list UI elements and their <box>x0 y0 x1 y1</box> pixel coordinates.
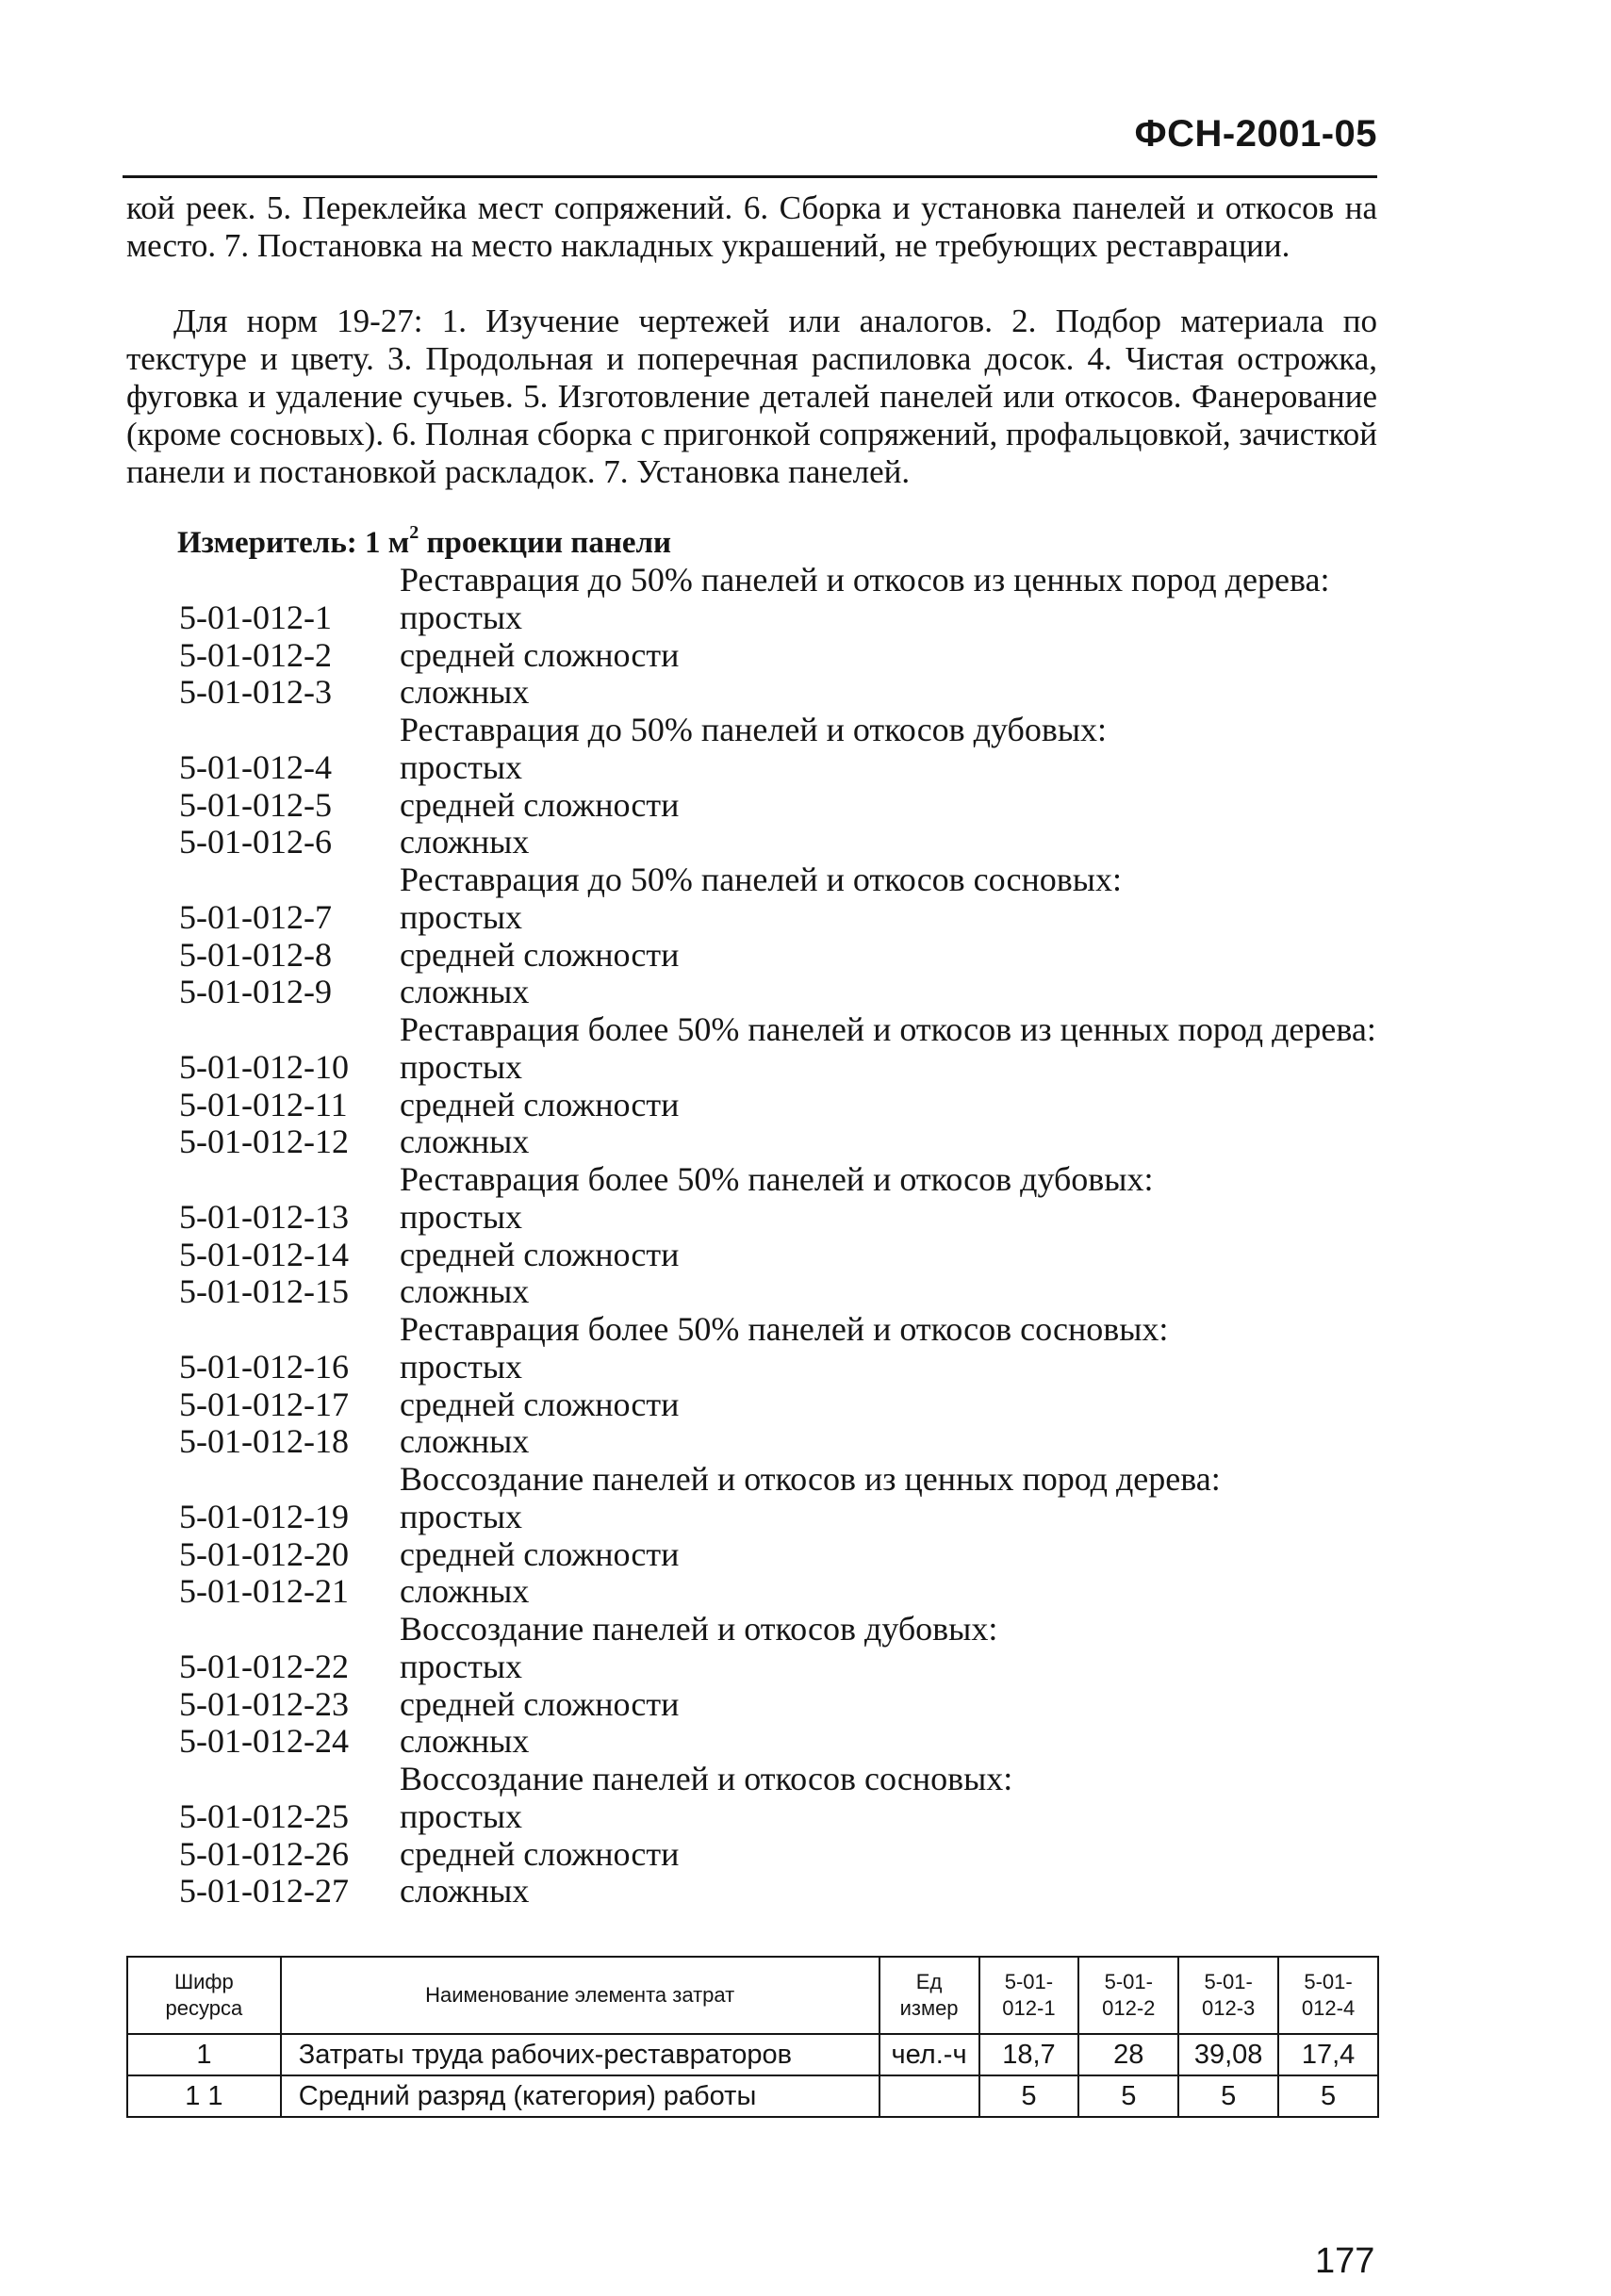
norm-text: сложных <box>400 1722 530 1761</box>
value-cell: 5 <box>1078 2075 1178 2117</box>
table-header-text: 012-1 <box>1002 1996 1056 2020</box>
norm-code: 5-01-012-6 <box>179 823 332 861</box>
norm-code: 5-01-012-27 <box>179 1872 349 1911</box>
value-cell: 5 <box>1278 2075 1378 2117</box>
norm-item <box>179 1199 1386 1237</box>
norm-code: 5-01-012-22 <box>179 1647 349 1685</box>
intro-paragraph-2: Для норм 19-27: 1. Изучение чертежей или аналогов. 2. Подбор материала по текстуре и цвету. 3. Продольная и поперечная распиловка досок. 4. Чистая острожка, фуговка и удаление сучьев. 5. Изготовление деталей панелей или откосов. Фанерование (кроме сосновых). 6. Полная сборка с пригонкой сопряжений, профальцовкой, зачисткой панели и постановкой раскладок. 7. Установка панелей. <box>126 303 1377 490</box>
table-header-cell <box>1278 1957 1378 2034</box>
document-code: ФСН-2001-05 <box>1134 113 1377 155</box>
norm-code: 5-01-012-14 <box>179 1235 349 1273</box>
norm-item <box>179 599 1386 637</box>
norm-group-title: Воссоздание панелей и откосов из ценных пород дерева: <box>400 1460 1221 1498</box>
value-cell: 5 <box>979 2075 1079 2117</box>
norm-group-title: Реставрация до 50% панелей и откосов из ценных пород дерева: <box>400 561 1330 599</box>
norm-code: 5-01-012-4 <box>179 747 332 786</box>
norm-item <box>179 1273 1386 1311</box>
norm-text: простых <box>400 897 523 936</box>
norm-text: простых <box>400 598 523 636</box>
norm-text: простых <box>400 1197 523 1236</box>
page-number: 177 <box>1315 2241 1375 2281</box>
value-cell: 17,4 <box>1278 2034 1378 2075</box>
norm-text: средней сложности <box>400 1085 680 1123</box>
norm-item <box>179 1723 1386 1761</box>
table-header-cell <box>1178 1957 1278 2034</box>
norm-item <box>179 1349 1386 1386</box>
norm-item <box>179 1686 1386 1724</box>
norm-code: 5-01-012-1 <box>179 598 332 636</box>
norm-item <box>179 1836 1386 1874</box>
norm-group-title: Реставрация более 50% панелей и откосов из ценных пород дерева: <box>400 1010 1376 1048</box>
norm-group-title: Реставрация более 50% панелей и откосов дубовых: <box>400 1160 1154 1198</box>
norm-text: простых <box>400 1647 523 1685</box>
norm-group-title: Реставрация более 50% панелей и откосов сосновых: <box>400 1310 1169 1348</box>
norms-list <box>179 562 1386 1911</box>
norm-text: простых <box>400 1047 523 1086</box>
table-header-text: Наименование элемента затрат <box>425 1983 735 2007</box>
norm-code: 5-01-012-5 <box>179 785 332 824</box>
norm-code: 5-01-012-23 <box>179 1684 349 1723</box>
norm-group-title: Реставрация до 50% панелей и откосов дубовых: <box>400 711 1108 748</box>
norm-item <box>179 1237 1386 1274</box>
norm-code: 5-01-012-7 <box>179 897 332 936</box>
norm-text: сложных <box>400 673 530 712</box>
norm-code: 5-01-012-21 <box>179 1572 349 1611</box>
norm-item <box>179 1123 1386 1161</box>
norm-item <box>179 937 1386 975</box>
norm-item <box>179 1423 1386 1461</box>
intro-paragraph-1: кой реек. 5. Переклейка мест сопряжений. 6. Сборка и установка панелей и откосов на место. 7. Постановка на место накладных украшений, не требующих реставрации. <box>126 189 1377 264</box>
norm-code: 5-01-012-20 <box>179 1534 349 1573</box>
norm-code: 5-01-012-10 <box>179 1047 349 1086</box>
norm-text: сложных <box>400 1123 530 1161</box>
measure-unit <box>177 522 672 561</box>
norm-code: 5-01-012-11 <box>179 1085 348 1123</box>
measure-label: Измеритель: 1 м <box>177 526 410 560</box>
resource-code-cell: 1 1 <box>127 2075 281 2117</box>
table-header-text: измер <box>899 1996 959 2020</box>
table-header-cell <box>879 1957 979 2034</box>
norm-text: средней сложности <box>400 1235 680 1273</box>
norm-item <box>179 1573 1386 1611</box>
norm-code: 5-01-012-2 <box>179 635 332 674</box>
resource-code-cell: 1 <box>127 2034 281 2075</box>
cost-table <box>126 1956 1379 2118</box>
value-cell: 5 <box>1178 2075 1278 2117</box>
table-header-row <box>127 1957 1378 2034</box>
norm-code: 5-01-012-19 <box>179 1497 349 1535</box>
norm-text: средней сложности <box>400 1834 680 1873</box>
norm-code: 5-01-012-3 <box>179 673 332 712</box>
norm-text: простых <box>400 1796 523 1835</box>
table-header-text: ресурса <box>165 1996 243 2020</box>
norm-item <box>179 1499 1386 1536</box>
table-header-text: 5-01- <box>1204 1970 1253 1993</box>
norm-item <box>179 1386 1386 1424</box>
table-header-text: 5-01- <box>1304 1970 1353 1993</box>
norm-text: сложных <box>400 823 530 861</box>
cost-element-name-cell: Затраты труда рабочих-реставраторов <box>281 2034 879 2075</box>
norm-item <box>179 1087 1386 1124</box>
norm-text: простых <box>400 1347 523 1386</box>
norm-code: 5-01-012-24 <box>179 1722 349 1761</box>
norm-item <box>179 749 1386 787</box>
table-header-cell <box>127 1957 281 2034</box>
norm-text: средней сложности <box>400 1684 680 1723</box>
norm-group-title: Реставрация до 50% панелей и откосов сосновых: <box>400 861 1122 898</box>
norm-code: 5-01-012-15 <box>179 1272 349 1311</box>
norm-item <box>179 1648 1386 1686</box>
value-cell: 39,08 <box>1178 2034 1278 2075</box>
norm-text: сложных <box>400 973 530 1011</box>
value-cell: 18,7 <box>979 2034 1079 2075</box>
norm-text: простых <box>400 747 523 786</box>
table-body <box>127 2034 1378 2117</box>
norm-item <box>179 674 1386 712</box>
norm-code: 5-01-012-9 <box>179 973 332 1011</box>
norm-code: 5-01-012-18 <box>179 1422 349 1461</box>
norm-code: 5-01-012-16 <box>179 1347 349 1386</box>
unit-cell: чел.-ч <box>879 2034 979 2075</box>
norm-code: 5-01-012-17 <box>179 1385 349 1423</box>
table-header-text: 012-2 <box>1102 1996 1156 2020</box>
norm-item <box>179 1873 1386 1911</box>
norm-item <box>179 1049 1386 1087</box>
table-row <box>127 2034 1378 2075</box>
table-header-text: Ед <box>915 1970 943 1993</box>
norm-group-title: Воссоздание панелей и откосов сосновых: <box>400 1760 1013 1797</box>
norm-item <box>179 1798 1386 1836</box>
norm-text: средней сложности <box>400 635 680 674</box>
table-header-text: 012-4 <box>1301 1996 1356 2020</box>
header-rule <box>123 175 1377 178</box>
norm-code: 5-01-012-25 <box>179 1796 349 1835</box>
table-header-cell <box>281 1957 879 2034</box>
table-header-cell <box>1078 1957 1178 2034</box>
measure-superscript: 2 <box>409 522 419 543</box>
norm-text: сложных <box>400 1272 530 1311</box>
norm-text: сложных <box>400 1872 530 1911</box>
norm-text: средней сложности <box>400 785 680 824</box>
norm-item <box>179 899 1386 937</box>
norm-code: 5-01-012-13 <box>179 1197 349 1236</box>
norm-text: простых <box>400 1497 523 1535</box>
norm-code: 5-01-012-26 <box>179 1834 349 1873</box>
norm-item <box>179 824 1386 861</box>
norm-text: средней сложности <box>400 1534 680 1573</box>
measure-rest: проекции панели <box>419 526 672 560</box>
value-cell: 28 <box>1078 2034 1178 2075</box>
cost-element-name-cell: Средний разряд (категория) работы <box>281 2075 879 2117</box>
table-header-text: 5-01- <box>1104 1970 1153 1993</box>
unit-cell <box>879 2075 979 2117</box>
table-header-cell <box>979 1957 1079 2034</box>
norm-item <box>179 1536 1386 1574</box>
norm-code: 5-01-012-12 <box>179 1123 349 1161</box>
norm-text: сложных <box>400 1572 530 1611</box>
table-header-text: 5-01- <box>1004 1970 1054 1993</box>
table-header-text: 012-3 <box>1202 1996 1256 2020</box>
norm-item <box>179 637 1386 675</box>
norm-code: 5-01-012-8 <box>179 935 332 974</box>
norm-text: сложных <box>400 1422 530 1461</box>
table-header-text: Шифр <box>173 1970 234 1993</box>
norm-text: средней сложности <box>400 1385 680 1423</box>
norm-group-title: Воссоздание панелей и откосов дубовых: <box>400 1610 998 1648</box>
norm-text: средней сложности <box>400 935 680 974</box>
norm-item <box>179 787 1386 825</box>
table-row <box>127 2075 1378 2117</box>
norm-item <box>179 974 1386 1011</box>
